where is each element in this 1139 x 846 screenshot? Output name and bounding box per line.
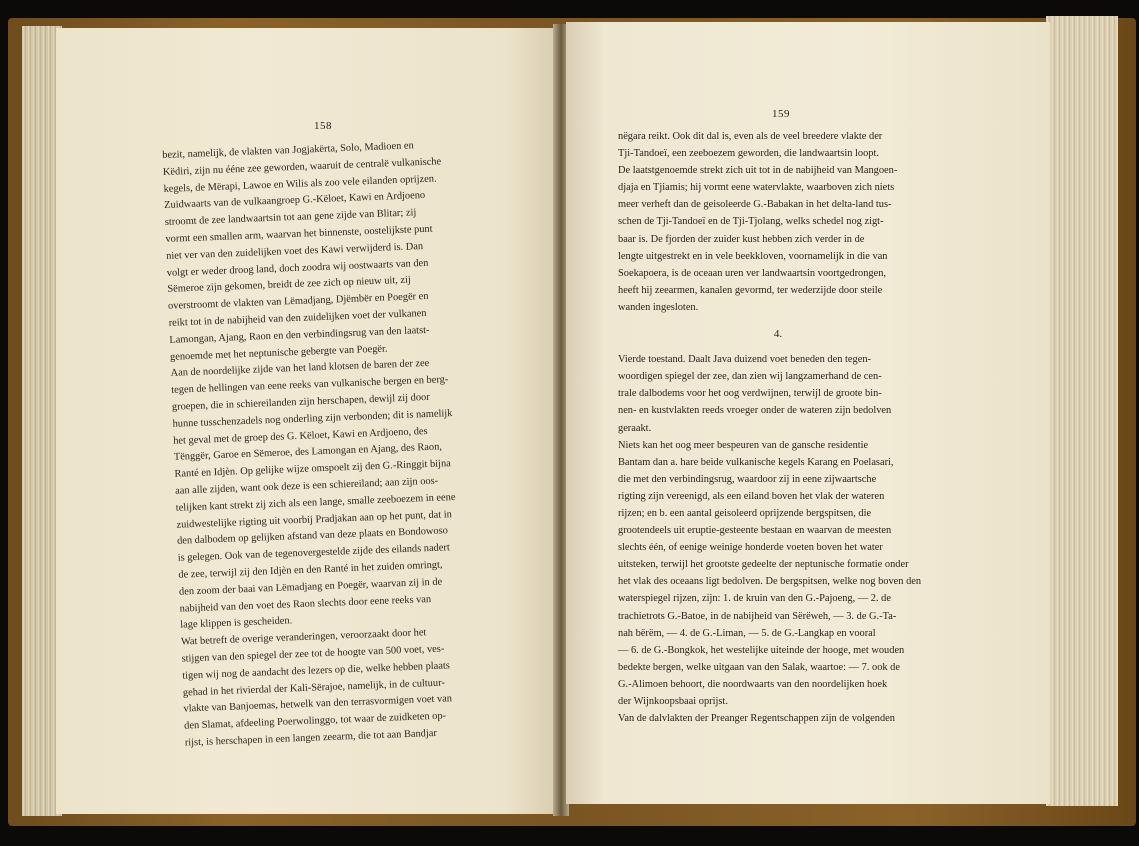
text-line: Sëmeroe zijn gekomen, breidt de zee zich op nieuw uit, zij [167,274,411,296]
text-line: vormt een smallen arm, waarvan het binnenste, oostelijkste punt [165,223,433,245]
text-line: Bantam dan a. hare beide vulkanische kegels Karang en Poelasari, [618,456,894,468]
text-line: djaja en Tjiamis; hij vormt eene watervlakte, waarboven zich niets [618,182,895,194]
left-page-text [162,135,535,753]
text-line: Niets kan het oog meer bespeuren van de gansche residentie [618,439,869,451]
text-line: tigen wij nog de aandacht des lezers op die, welke hebben plaats [182,660,451,682]
text-line: Soekapoera, is de oceaan uren ver landwaartsin voortgedrongen, [618,267,887,279]
text-line: zuidwestelijke rigting uit voorbij Pradjakan aan op het punt, dat in [176,508,453,531]
text-line: overstroomt de vlakten van Lëmadjang, Djëmbër en Poegër en [167,291,429,313]
right-page-edges [1046,16,1118,806]
text-line: nen- en kustvlakten reeds vroeger onder de wateren zijn bedolven [618,405,892,417]
text-line: nabijheid van den voet des Raon slechts door eene reeks van [179,593,432,615]
text-line: Këdiri, zijn nu ééne zee geworden, waaruit de centralë vulkanische [162,156,442,178]
text-line: geraakt. [618,422,652,434]
text-line: trachietrots G.-Batoe, in de nabijheid van Sërëweh, — 3. de G.-Ta- [618,610,897,622]
text-line: de zee, terwijl zij den Idjèn en den Ranté in het zuiden omringt, [178,559,443,581]
text-line: hunne tusschenzadels nog onderling zijn verbonden; dit is namelijk [172,407,453,430]
text-line: G.-Alimoen behoort, die noordwaarts van den noordelijken hoek [618,678,888,690]
text-line: bezit, namelijk, de vlakten van Jogjakërta, Solo, Madioen en [162,140,414,161]
text-line: woordigen spiegel der zee, dan zien wij langzamerhand de cen- [618,371,882,383]
text-line: Ranté en Idjèn. Op gelijke wijze omspoelt zij den G.-Ringgit bijna [174,458,451,480]
text-line: die met den verbindingsrug, waardoor zij in eene zijwaartsche [618,473,877,485]
text-line: wanden ingesloten. [618,301,699,313]
text-line: lage klippen is gescheiden. [180,615,293,631]
text-line: rijst, is herschapen in een langen zeearm, die tot aan Bandjar [184,727,438,749]
text-line: het geval met de groep des G. Këloet, Kawi en Ardjoeno, des [173,425,428,447]
text-line: Van de dalvlakten der Preanger Regentschappen zijn de volgenden [618,713,895,725]
text-line: Aan de noordelijke zijde van het land klotsen de baren der zee [170,358,430,380]
text-line: slechts één, of eenige weinige honderde voeten boven het water [618,542,883,554]
text-line: Lamongan, Ajang, Raon en den verbindingsrug van den laatst- [169,324,430,346]
text-line: Wat betreft de overige veranderingen, veroorzaakt door het [180,627,427,648]
text-line: is gelegen. Ook van de tegenovergestelde zijde des eilands nadert [177,542,450,564]
text-line: rigting zijn vereenigd, als een eiland boven het vlak der wateren [618,490,885,502]
text-line: den Slamat, afdeeling Poerwolinggo, tot waar de zuidketen op- [183,710,447,732]
section-heading: 4. [773,328,783,341]
text-line: genoemde met het neptunische gebergte van Poegër. [169,343,388,363]
text-line: nah bërëm, — 4. de G.-Liman, — 5. de G.-Langkap en vooral [618,627,876,639]
text-line: — 6. de G.-Bongkok, het westelijke uiteinde der hooge, met wouden [618,644,905,656]
text-line: Tji-Tandoeï, een zeeboezem geworden, die landwaartsin loopt. [618,148,879,160]
text-line: vlakte van Banjoemas, hetwelk van den terrasvormigen voet van [183,693,453,715]
text-line: rijzen; en b. een aantal geisoleerd oprijzende bergspitsen, die [618,507,872,519]
right-page-text [618,128,938,727]
left-page [56,28,556,814]
text-line: Vierde toestand. Daalt Java duizend voet beneden den tegen- [618,354,871,366]
text-line: den dalbodem op gelijken afstand van deze plaats en Bondowoso [176,525,449,548]
text-line: stijgen van den spiegel der zee tot de hoogte van 500 voet, ves- [181,643,445,665]
text-line: kegels, de Mërapi, Lawoe en Wilis als zoo vele eilanden oprijzen. [163,173,437,195]
text-line: nëgara reikt. Ook dit dal is, even als de veel breedere vlakte der [618,131,883,142]
text-line: schen de Tji-Tandoeï en de Tji-Tjolang, welks schedel nog zigt- [618,216,884,228]
text-line: niet ver van den zuidelijken voet des Kawi verwijderd is. Dan [165,240,424,262]
text-line: uitsteken, terwijl het grootste gedeelte der neptunische formatie onder [618,559,909,571]
right-page [566,22,1050,804]
text-line: Tënggër, Garoe en Sëmeroe, des Lamongan en Ajang, des Raon, [173,441,443,464]
text-line: aan alle zijden, want ook deze is een schiereiland; aan zijn oos- [174,475,439,497]
text-line: lengte uitgestrekt en in vele beekkloven, voornamelijk in die van [618,250,888,262]
text-line: stroomt de zee landwaartsin tot aan gene zijde van Blitar; zij [164,207,417,229]
text-line: telijken kant strekt zij zich als een lange, smalle zeeboezem in eene [175,491,456,514]
text-line: reikt tot in de nabijheid van den zuidelijken voet der vulkanen [168,307,427,329]
text-line: der Wijnkoopsbaai oprijst. [618,696,728,707]
text-line: trale dalbodems voor het oog verdwijnen, terwijl de groote bin- [618,388,882,400]
text-line: gehad in het rivierdal der Kali-Sërajoe, namelijk, in de cultuur- [182,677,446,699]
right-page-text-before-heading [618,128,938,316]
text-line: volgt er weder droog land, doch zoodra wij oostwaarts van den [166,257,429,279]
text-line: den zoom der baai van Lëmadjang en Poegër, waarvan zij in de [178,576,443,598]
text-line: waterspiegel rijzen, zijn: 1. de kruin van den G.-Pajoeng, — 2. de [618,593,891,605]
text-line: baar is. De fjorden der zuider kust hebben zich verder in de [618,233,865,245]
text-line: meer verheft dan de geisoleerde G.-Babakan in het delta-land tus- [618,199,892,211]
right-page-text-after-heading [618,351,938,727]
text-line: bedekte bergen, welke uitgaan van den Salak, waartoe: — 7. ook de [618,661,900,673]
text-line: grootendeels uit eruptie-gesteente bestaan en waarvan de meesten [618,525,892,537]
text-line: groepen, die in schiereilanden zijn herschapen, dewijl zij door [171,391,430,413]
text-line: het vlak des oceaans ligt bedolven. De bergspitsen, welke nog boven den [618,576,922,588]
text-line: heeft hij zeearmen, kanalen gevormd, ter wederzijde door steile [618,284,883,296]
right-page-number: 159 [772,108,790,120]
text-line: De laatstgenoemde strekt zich uit tot in de nabijheid van Mangoen- [618,165,898,177]
text-line: tegen de hellingen van eene reeks van vulkanische bergen en berg- [171,374,449,396]
text-line: Zuidwaarts van de vulkaangroep G.-Këloet, Kawi en Ardjoeno [164,190,426,212]
left-page-number: 158 [314,120,332,132]
